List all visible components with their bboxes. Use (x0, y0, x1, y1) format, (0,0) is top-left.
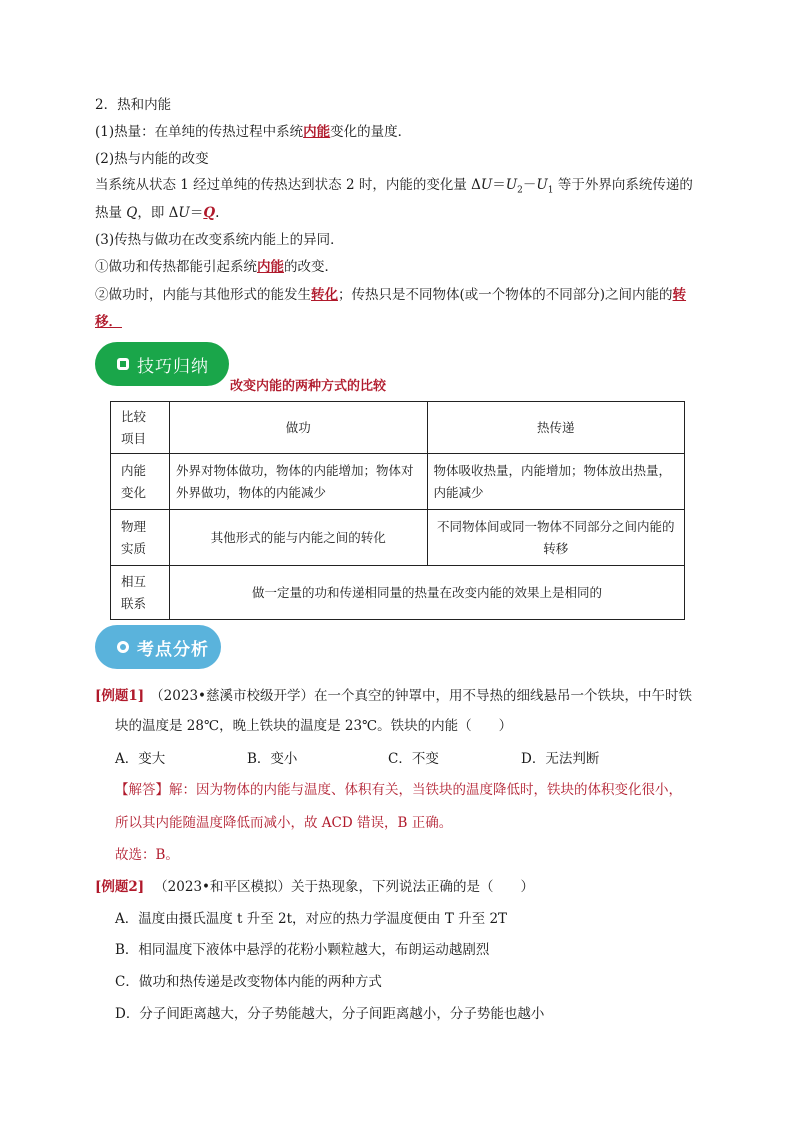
text: ①做功和传热都能引起系统 (95, 259, 257, 275)
example-2-option-b: B．相同温度下液体中悬浮的花粉小颗粒越大，布朗运动越剧烈 (115, 942, 490, 958)
minus: － (522, 177, 537, 193)
tips-icon (117, 358, 129, 370)
text: 当系统从状态 1 经过单纯的传热达到状态 2 时，内能的变化量 Δ (95, 177, 481, 193)
paragraph-internal-energy-change (95, 175, 693, 201)
example-2-option-a: A．温度由摄氏温度 t 升至 2t，对应的热力学温度便由 T 升至 2T (115, 911, 508, 927)
row-label-line2: 实质 (121, 540, 147, 556)
table-row (111, 510, 685, 566)
answer-blank: Q (203, 205, 216, 221)
example-1-text: （2023•慈溪市校级开学）在一个真空的钟罩中，用不导热的细线悬吊一个铁块，中午时铁 (150, 688, 692, 704)
table-header-row (111, 402, 685, 454)
row-label (111, 454, 170, 510)
text: ，即 Δ (137, 205, 179, 221)
answer-blank: 移． (95, 314, 122, 330)
sub-2: 2 (517, 185, 523, 196)
text: . (215, 205, 220, 221)
row-label-line2: 变化 (121, 484, 147, 500)
example-1-answer-line1 (115, 780, 682, 800)
analysis-badge (95, 625, 221, 669)
paragraph-heat-change-heading: (2)热与内能的改变 (95, 151, 209, 167)
text: 等于外界向系统传递的 (553, 177, 693, 193)
section-heading: 2．热和内能 (95, 97, 172, 113)
row-label (111, 566, 170, 620)
example-2-text: （2023•和平区模拟）关于热现象，下列说法正确的是（ ） (154, 879, 534, 895)
example-2-question (95, 875, 534, 895)
text: ②做功时，内能与其他形式的能发生 (95, 287, 311, 303)
cell-heat: 物体吸收热量，内能增加；物体放出热量，内能减少 (427, 454, 685, 510)
row-label (111, 510, 170, 566)
text: 的改变． (284, 259, 338, 275)
var-u: U (178, 205, 190, 221)
answer-blank: 内能 (303, 124, 331, 140)
sub-1: 1 (547, 185, 554, 196)
example-2-option-d: D．分子间距离越大，分子势能越大，分子间距离越小，分子势能也越小 (115, 1006, 545, 1022)
var-q: Q (126, 205, 138, 221)
equals: ＝ (189, 205, 204, 221)
example-1-option-d: D．无法判断 (521, 751, 600, 767)
header-item-line2: 项目 (121, 430, 147, 446)
example-1-tag: [例题1] (95, 688, 145, 704)
text: (1)热量：在单纯的传热过程中系统 (95, 124, 304, 140)
comparison-table (110, 401, 685, 620)
tips-badge (95, 342, 229, 386)
cell-heat: 不同物体间或同一物体不同部分之间内能的转移 (427, 510, 685, 566)
text: 热量 (95, 205, 127, 221)
example-2-tag: [例题2] (95, 879, 145, 895)
example-1-question-line2: 块的温度是 28℃，晚上铁块的温度是 23℃。铁块的内能（ ） (115, 718, 513, 734)
equals: ＝ (492, 177, 506, 193)
table-row (111, 454, 685, 510)
example-1-choice: 故选：B。 (115, 847, 179, 863)
row-label-line1: 相互 (121, 573, 147, 589)
paragraph-point-2 (95, 285, 686, 305)
row-label-line1: 内能 (121, 462, 147, 478)
cell-work: 外界对物体做功，物体的内能增加；物体对外界做功，物体的内能减少 (170, 454, 428, 510)
answer-tag: 【解答】 (115, 782, 169, 798)
header-cell-item (111, 402, 170, 454)
answer-blank: 转 (672, 287, 687, 303)
var-u2: U (505, 177, 518, 193)
text: 变化的量度． (330, 124, 412, 140)
example-1-question-line1 (95, 686, 692, 706)
table-title: 改变内能的两种方式的比较 (230, 379, 387, 394)
answer-text: 解：因为物体的内能与温度、体积有关，当铁块的温度降低时，铁块的体积变化很小， (169, 782, 682, 798)
example-2-option-c: C．做功和热传递是改变物体内能的两种方式 (115, 974, 382, 990)
header-item-line1: 比较 (121, 408, 147, 424)
paragraph-point-2-cont (95, 312, 122, 332)
paragraph-heat-equation (95, 203, 219, 223)
analysis-icon (117, 641, 129, 653)
tips-badge-label: 技巧归纳 (137, 356, 209, 377)
row-label-line2: 联系 (121, 595, 147, 611)
paragraph-point-1 (95, 257, 338, 277)
row-label-line1: 物理 (121, 518, 147, 534)
answer-blank: 转化 (311, 287, 338, 303)
text: ；传热只是不同物体(或一个物体的不同部分)之间内能的 (338, 287, 673, 303)
cell-merged: 做一定量的功和传递相同量的热量在改变内能的效果上是相同的 (170, 566, 685, 620)
paragraph-similarities-heading: (3)传热与做功在改变系统内能上的异同． (95, 232, 344, 248)
var-u: U (480, 177, 493, 193)
example-1-option-b: B．变小 (247, 751, 298, 767)
header-cell-work: 做功 (170, 402, 428, 454)
example-1-option-c: C．不变 (388, 751, 439, 767)
header-cell-heat: 热传递 (427, 402, 685, 454)
cell-work: 其他形式的能与内能之间的转化 (170, 510, 428, 566)
analysis-badge-label: 考点分析 (137, 639, 209, 660)
var-u1: U (536, 177, 548, 193)
example-1-option-a: A．变大 (115, 751, 166, 767)
table-row (111, 566, 685, 620)
answer-blank: 内能 (257, 259, 284, 275)
example-1-answer-line2: 所以其内能随温度降低而减小，故 ACD 错误，B 正确。 (115, 815, 453, 831)
paragraph-heat-definition (95, 122, 411, 142)
